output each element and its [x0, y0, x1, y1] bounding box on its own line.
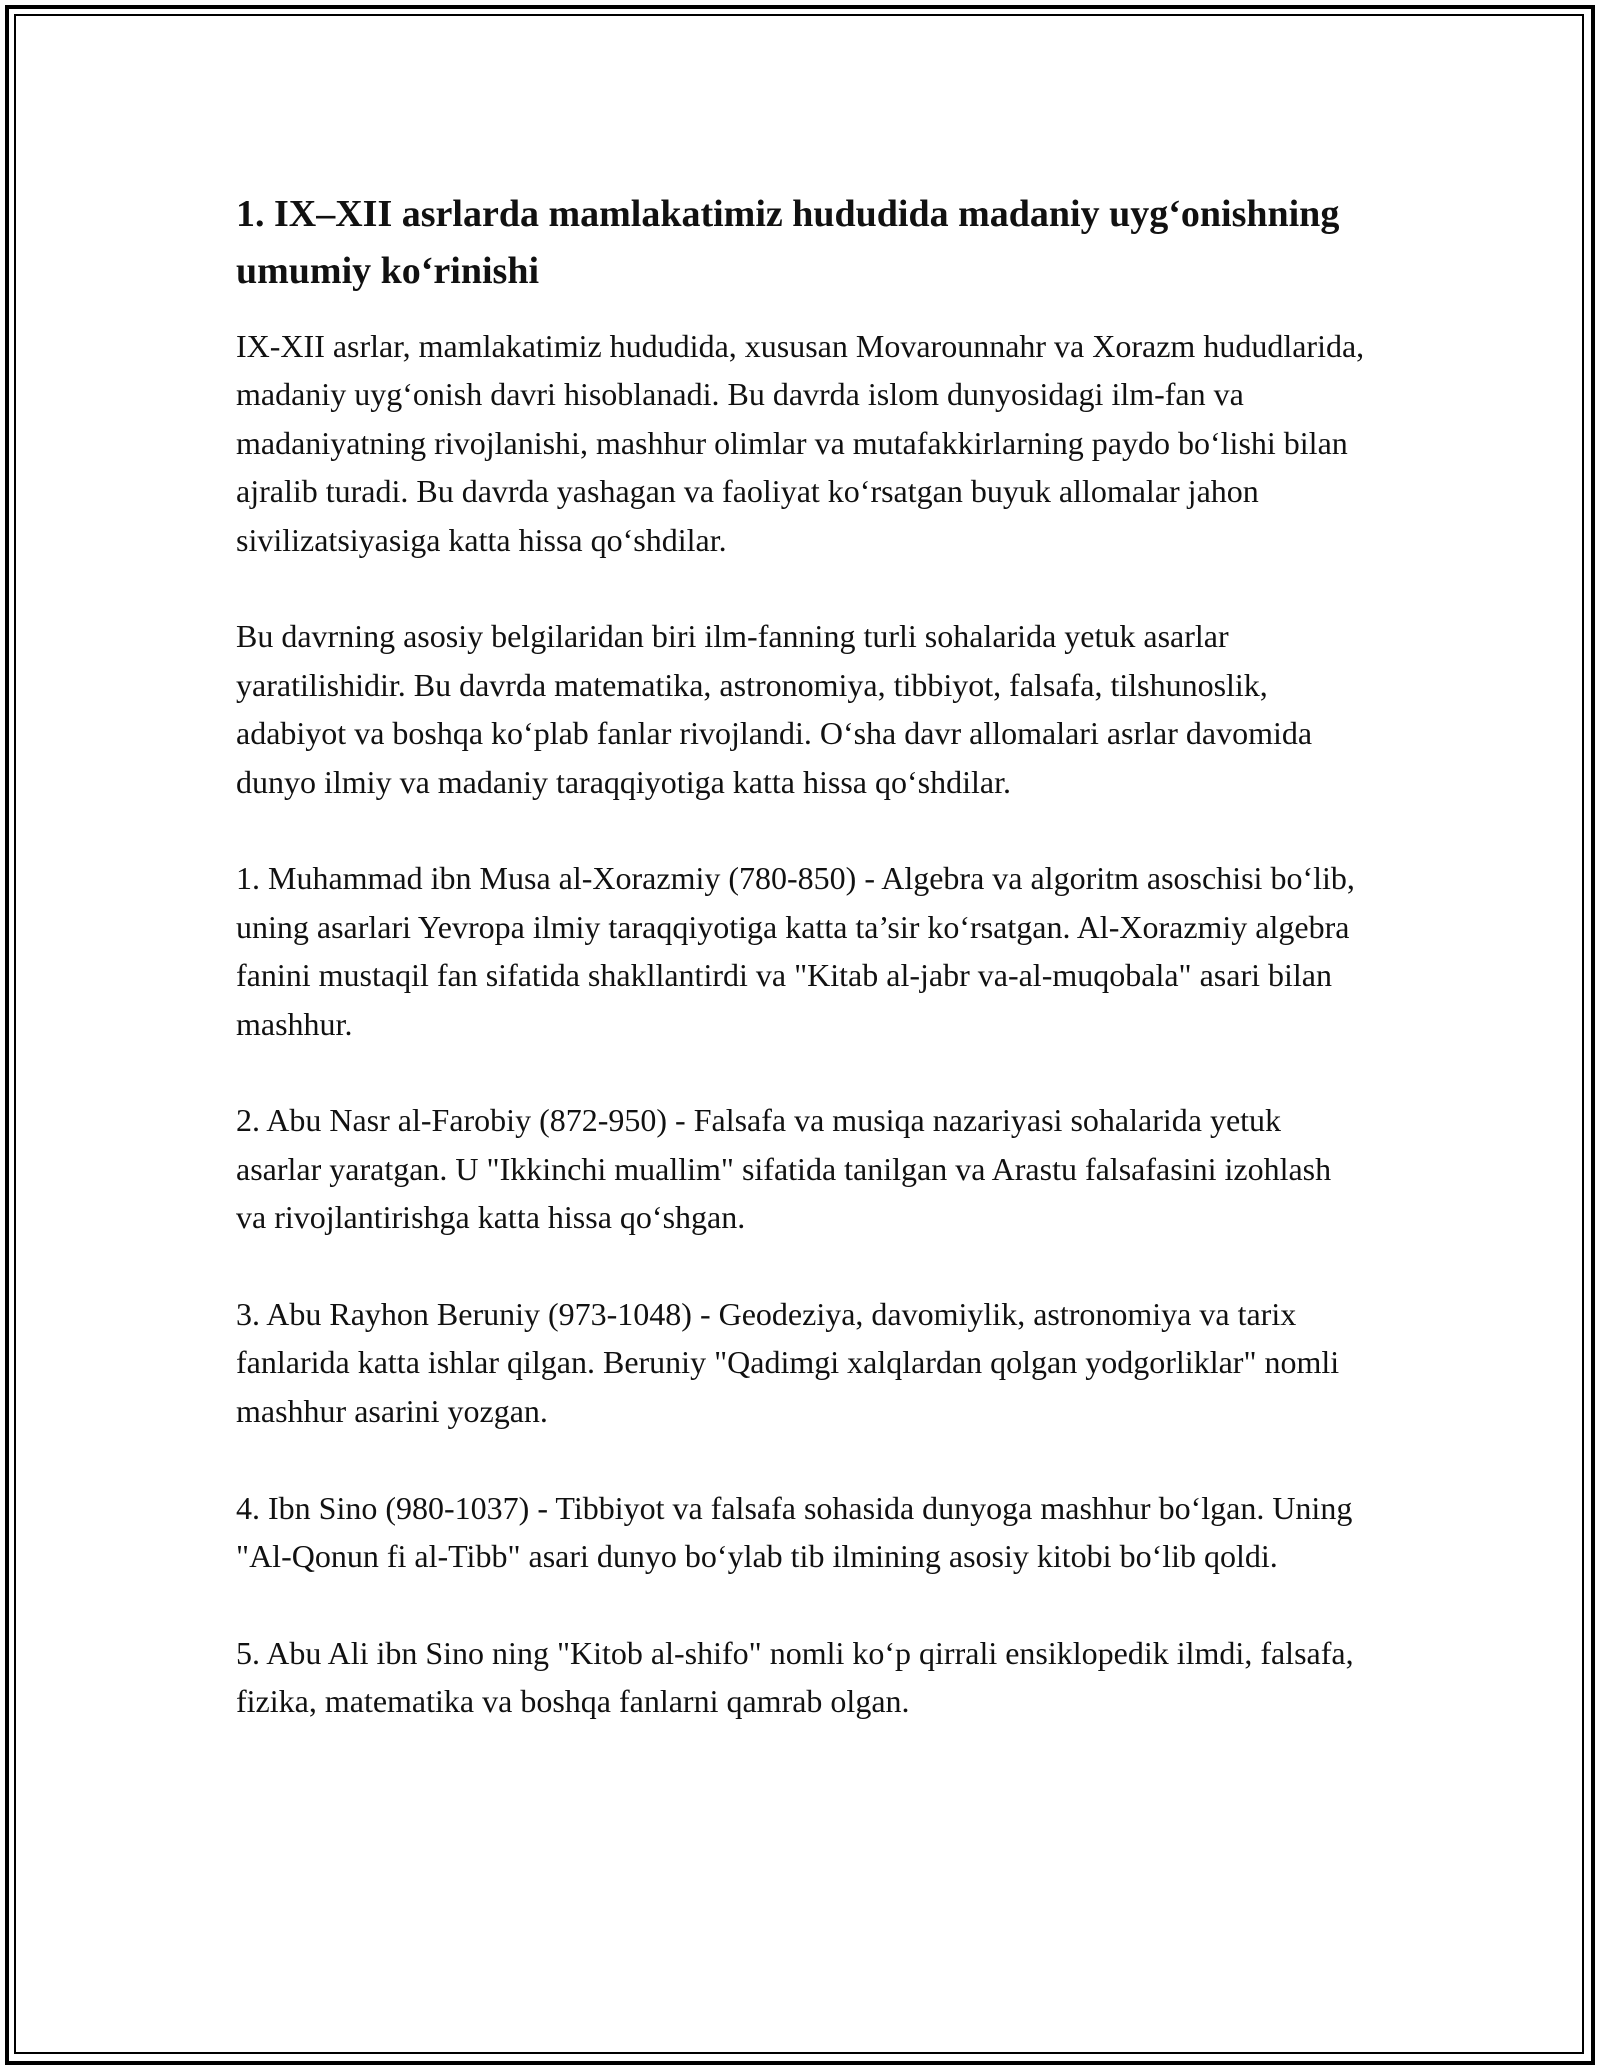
list-item-beruniy: 3. Abu Rayhon Beruniy (973-1048) - Geodeziya, davomiylik, astronomiya va tarix fanlarida katta ishlar qilgan. Beruniy "Qadimgi xalqlardan qolgan yodgorliklar" nomli mashhur asarini yozgan. [236, 1296, 1340, 1429]
section-heading: 1. IX–XII asrlarda mamlakatimiz hududida madaniy uyg‘onishning umumiy ko‘rinishi [236, 193, 1340, 292]
intro-paragraph: IX-XII asrlar, mamlakatimiz hududida, xususan Movarounnahr va Xorazm hududlarida, madaniy uyg‘onish davri hisoblanadi. Bu davrda islom dunyosidagi ilm-fan va madaniyatning rivojlanishi, mashhur olimlar va mutafakkirlarning paydo bo‘lishi bilan ajralib turadi. Bu davrda yashagan va faoliyat ko‘rsatgan buyuk allomalar jahon sivilizatsiyasiga katta hissa qo‘shdilar. [236, 328, 1365, 558]
list-item-xorazmiy: 1. Muhammad ibn Musa al-Xorazmiy (780-850) - Algebra va algoritm asoschisi bo‘lib, uning asarlari Yevropa ilmiy taraqqiyotiga katta ta’sir ko‘rsatgan. Al-Xorazmiy algebra fanini mustaqil fan sifatida shakllantirdi va "Kitab al-jabr va-al-muqobala" asari bilan mashhur. [236, 860, 1355, 1042]
document-body [236, 186, 1366, 1726]
list-item-kitob-al-shifo: 5. Abu Ali ibn Sino ning "Kitob al-shifo" nomli ko‘p qirrali ensiklopedik ilmdi, falsafa, fizika, matematika va boshqa fanlarni qamrab olgan. [236, 1634, 1354, 1720]
list-item-farobiy: 2. Abu Nasr al-Farobiy (872-950) - Falsafa va musiqa nazariyasi sohalarida yetuk asarlar yaratgan. U "Ikkinchi muallim" sifatida tanilgan va Arastu falsafasini izohlash va rivojlantirishga katta hissa qo‘shgan. [236, 1102, 1332, 1236]
list-item-ibn-sino: 4. Ibn Sino (980-1037) - Tibbiyot va falsafa sohasida dunyoga mashhur bo‘lgan. Uning "Al-Qonun fi al-Tibb" asari dunyo bo‘ylab tib ilmining asosiy kitobi bo‘lib qoldi. [236, 1489, 1353, 1575]
overview-paragraph: Bu davrning asosiy belgilaridan biri ilm-fanning turli sohalarida yetuk asarlar yaratilishidir. Bu davrda matematika, astronomiya, tibbiyot, falsafa, tilshunoslik, adabiyot va boshqa ko‘plab fanlar rivojlandi. O‘sha davr allomalari asrlar davomida dunyo ilmiy va madaniy taraqqiyotiga katta hissa qo‘shdilar. [236, 618, 1313, 800]
